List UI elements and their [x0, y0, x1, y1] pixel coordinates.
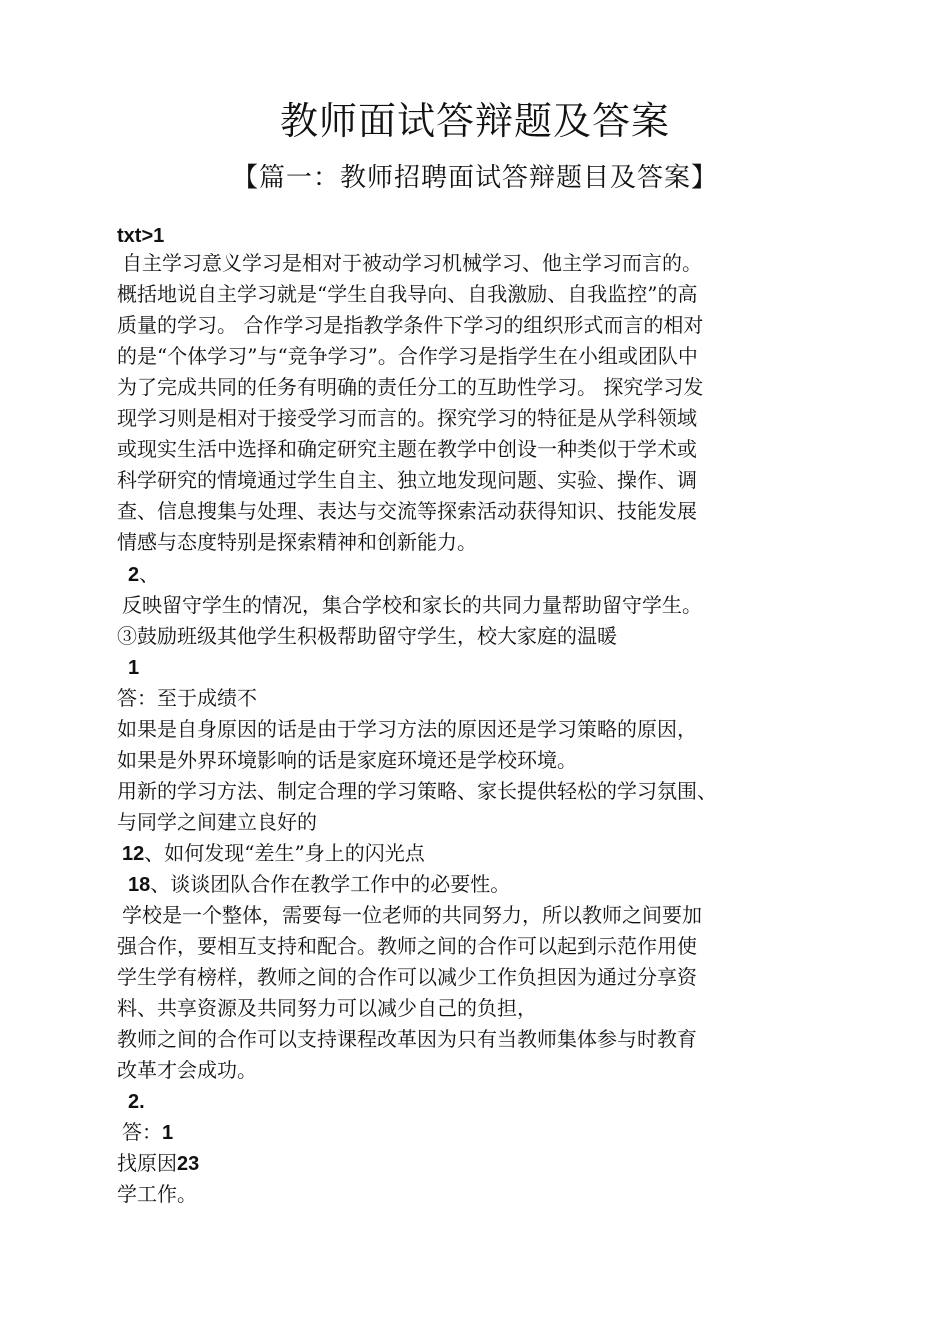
question-heading: [122, 838, 882, 869]
paragraph-line: 与同学之间建立良好的: [117, 810, 317, 834]
paragraph-line: 的是“个体学习”与“竞争学习”。合作学习是指学生在小组或团队中: [117, 344, 698, 368]
paragraph-line: 为了完成共同的任务有明确的责任分工的互助性学习。 探究学习发: [117, 375, 704, 399]
paragraph-line: ③鼓励班级其他学生积极帮助留守学生，校大家庭的温暖: [117, 624, 617, 648]
question-text: 、如何发现“差生”身上的闪光点: [144, 841, 425, 865]
cause-prefix: 找原因: [117, 1151, 177, 1175]
item-number-line: [128, 559, 888, 590]
answer-number: 1: [162, 1122, 174, 1144]
paragraph-line: 科学研究的情境通过学生自主、独立地发现问题、实验、操作、调: [117, 468, 697, 492]
paragraph-line: 用新的学习方法、制定合理的学习策略、家长提供轻松的学习氛围、: [117, 779, 717, 803]
item-number-suffix: 、: [139, 562, 160, 586]
paragraph-line: 质量的学习。 合作学习是指教学条件下学习的组织形式而言的相对: [117, 313, 704, 337]
paragraph-line: 强合作，要相互支持和配合。教师之间的合作可以起到示范作用使: [117, 934, 697, 958]
document-title: 教师面试答辩题及答案: [279, 99, 670, 143]
paragraph-line: 现学习则是相对于接受学习而言的。探究学习的特征是从学科领域: [117, 406, 697, 430]
paragraph-line: 答：至于成绩不: [117, 686, 257, 710]
document-subtitle: 【篇一：教师招聘面试答辩题目及答案】: [231, 163, 718, 193]
paragraph-line: 查、信息搜集与处理、表达与交流等探索活动获得知识、技能发展: [117, 499, 697, 523]
txt-label-line: [117, 220, 877, 251]
paragraph-line: 教师之间的合作可以支持课程改革因为只有当教师集体参与时教育: [117, 1027, 697, 1051]
paragraph-line: 如果是外界环境影响的话是家庭环境还是学校环境。: [117, 748, 577, 772]
cause-line: [117, 1148, 877, 1179]
question-number: 18: [128, 874, 151, 896]
paragraph-line: 学生学有榜样，教师之间的合作可以减少工作负担因为通过分享资: [117, 965, 697, 989]
question-number: 12: [122, 843, 145, 865]
paragraph-line: 概括地说自主学习就是“学生自我导向、自我激励、自我监控”的高: [117, 282, 698, 306]
question-text: 、谈谈团队合作在教学工作中的必要性。: [150, 872, 511, 896]
paragraph-line: 反映留守学生的情况，集合学校和家长的共同力量帮助留守学生。: [122, 593, 702, 617]
paragraph-line: 或现实生活中选择和确定研究主题在教学中创设一种类似于学术或: [117, 437, 697, 461]
paragraph-line: 学校是一个整体，需要每一位老师的共同努力，所以教师之间要加: [122, 903, 702, 927]
txt-label: txt>1: [117, 225, 165, 247]
question-heading: [128, 869, 888, 900]
paragraph-line: 情感与态度特别是探索精神和创新能力。: [117, 530, 477, 554]
item-number: 2: [128, 564, 140, 586]
paragraph-line: 料、共享资源及共同努力可以减少自己的负担，: [117, 996, 537, 1020]
paragraph-line: 如果是自身原因的话是由于学习方法的原因还是学习策略的原因，: [117, 717, 697, 741]
item-number: 1: [128, 657, 140, 679]
paragraph-line: 学工作。: [117, 1182, 197, 1206]
paragraph-line: 改革才会成功。: [117, 1058, 257, 1082]
item-number-line: [128, 1086, 888, 1117]
item-number-line: [128, 652, 888, 683]
cause-number: 23: [177, 1153, 200, 1175]
item-number: 2.: [128, 1091, 145, 1113]
answer-line: [122, 1117, 882, 1148]
paragraph-line: 自主学习意义学习是相对于被动学习机械学习、他主学习而言的。: [122, 251, 702, 275]
answer-prefix: 答：: [122, 1120, 162, 1144]
